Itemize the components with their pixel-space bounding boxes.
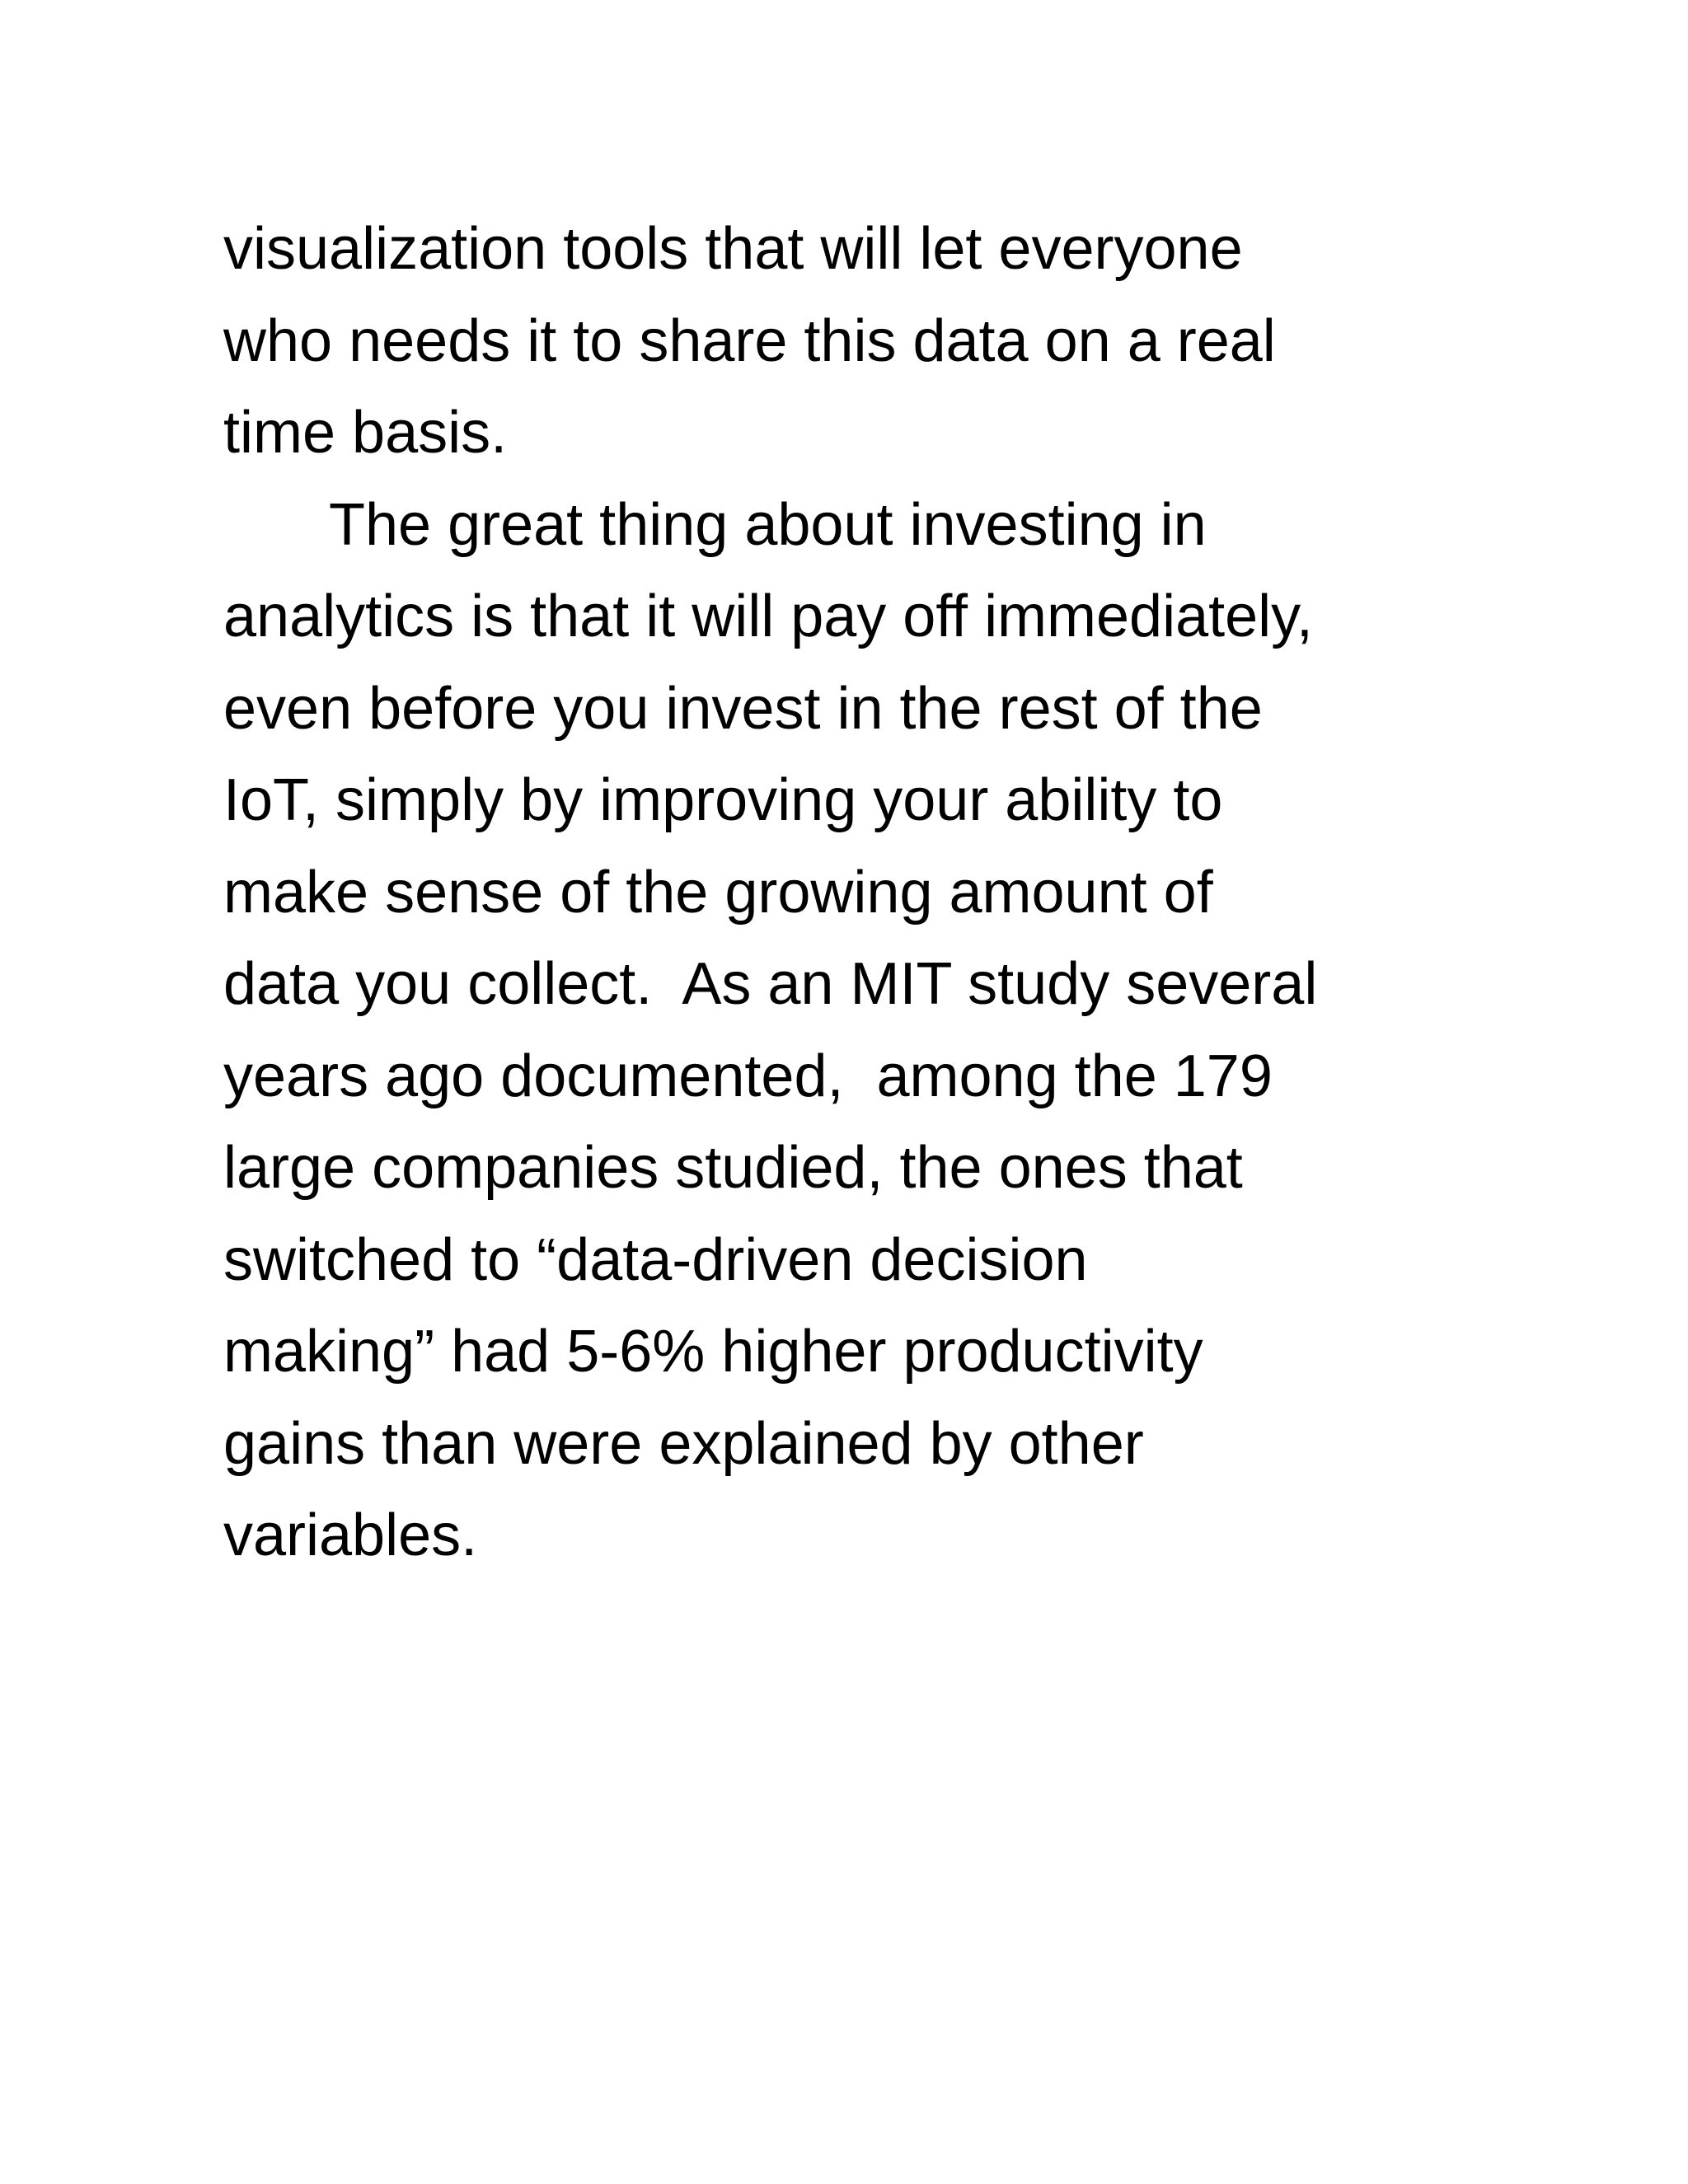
text-line: visualization tools that will let everyone bbox=[223, 216, 1243, 282]
text-line: analytics is that it will pay off immediately, bbox=[223, 583, 1313, 649]
text-line: variables. bbox=[223, 1502, 478, 1568]
text-line: large companies studied, the ones that bbox=[223, 1135, 1243, 1201]
text-line: even before you invest in the rest of the bbox=[223, 675, 1263, 742]
text-line: years ago documented, among the 179 bbox=[223, 1043, 1273, 1109]
text-line: who needs it to share this data on a real bbox=[223, 307, 1276, 374]
text-line: time basis. bbox=[223, 400, 508, 466]
text-line: make sense of the growing amount of bbox=[223, 859, 1213, 926]
text-line: switched to “data-driven decision bbox=[223, 1226, 1088, 1293]
body-text bbox=[223, 204, 1509, 1582]
paragraph-first-line: The great thing about investing in bbox=[329, 491, 1207, 558]
text-line: IoT, simply by improving your ability to bbox=[223, 767, 1223, 833]
text-line: making” had 5-6% higher productivity bbox=[223, 1319, 1203, 1385]
text-line: gains than were explained by other bbox=[223, 1410, 1144, 1477]
text-line: data you collect. As an MIT study several bbox=[223, 951, 1318, 1017]
